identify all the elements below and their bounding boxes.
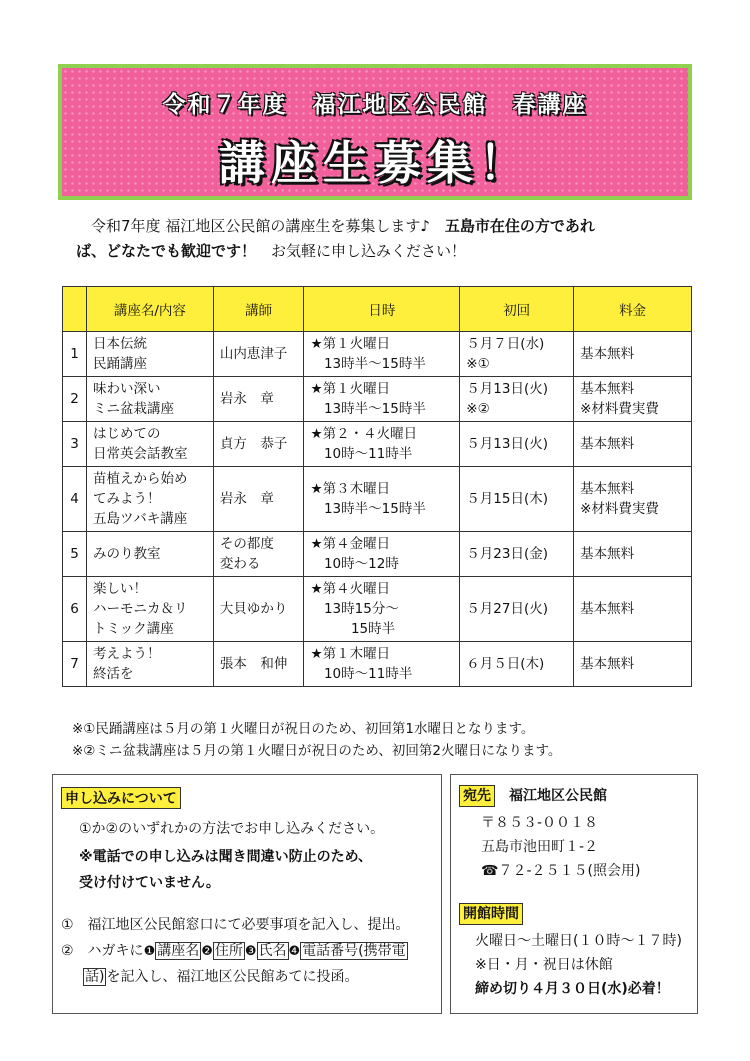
- cell-no: 2: [63, 377, 87, 422]
- cell-teacher: 貞方 恭子: [213, 422, 304, 467]
- field-course-name: 講座名: [157, 943, 200, 959]
- cell-first-session: [460, 332, 574, 377]
- cell-course-name-line: てみよう！: [92, 491, 161, 507]
- cell-fee-line: 基本無料: [580, 656, 635, 672]
- table-row: [63, 332, 692, 377]
- table-row: [63, 422, 692, 467]
- application-method: ①か②のいずれかの方法でお申し込みください。: [79, 821, 385, 837]
- cell-course-name-line: 苗植えから始め: [92, 471, 188, 487]
- cell-datetime: [304, 332, 460, 377]
- cell-course-name-line: ハーモニカ＆リ: [92, 601, 188, 617]
- street-address: 五島市池田町１-２: [481, 839, 599, 855]
- phone-number: ☎７２-２５１５(照会用): [481, 863, 641, 879]
- banner-headline: 講座生募集！: [219, 136, 531, 190]
- cell-teacher: 大貝ゆかり: [213, 577, 304, 642]
- cell-first-session-line: ５月13日(火): [466, 436, 548, 452]
- postal-code: 〒８５３-００１８: [481, 815, 599, 831]
- cell-first-session-line: ５月13日(火): [466, 381, 548, 397]
- cell-course-name: [86, 577, 213, 642]
- cell-first-session-line: ※②: [466, 401, 490, 417]
- cell-no: 7: [63, 642, 87, 687]
- cell-course-name: [86, 467, 213, 532]
- table-row: [63, 577, 692, 642]
- hours-line: [459, 903, 523, 925]
- cell-datetime: [304, 377, 460, 422]
- cell-datetime-line: 13時15分～: [310, 601, 399, 617]
- table-row: [63, 532, 692, 577]
- table-header-row: [63, 287, 692, 332]
- cell-teacher: 岩永 章: [213, 377, 304, 422]
- cell-course-name-line: トミック講座: [92, 621, 174, 637]
- title-banner: [58, 64, 692, 200]
- cell-course-name-line: はじめての: [92, 426, 161, 442]
- address-label: 宛先: [459, 785, 495, 807]
- cell-fee: [574, 577, 692, 642]
- cell-course-name-line: みのり教室: [92, 546, 161, 562]
- cell-datetime-line: ★第４金曜日: [310, 536, 391, 552]
- cell-no: 1: [63, 332, 87, 377]
- method-1: ① 福江地区公民館窓口にて必要事項を記入し、提出。: [61, 917, 410, 933]
- intro-line1-bold: 五島市在住の方であれ: [444, 217, 595, 235]
- field-phone: 電話番号(携帯電: [302, 943, 406, 959]
- cell-course-name-line: 五島ツバキ講座: [92, 511, 188, 527]
- cell-fee: [574, 642, 692, 687]
- table-row: [63, 377, 692, 422]
- cell-first-session: [460, 642, 574, 687]
- footnotes: [72, 718, 561, 762]
- cell-datetime-line: ★第３木曜日: [310, 481, 391, 497]
- cell-first-session-line: ５月15日(木): [466, 491, 548, 507]
- cell-datetime-line: 10時～11時半: [310, 666, 413, 682]
- cell-datetime: [304, 422, 460, 467]
- cell-course-name-line: 日常英会話教室: [92, 446, 188, 462]
- closed-days: ※日・月・祝日は休館: [475, 957, 613, 973]
- method-2-suffix: を記入し、福江地区公民館あてに投函。: [106, 969, 359, 985]
- cell-course-name-line: 考えよう！: [92, 646, 161, 662]
- cell-fee: [574, 332, 692, 377]
- cell-first-session-line: ６月５日(木): [466, 656, 545, 672]
- cell-fee-line: ※材料費実費: [580, 401, 659, 417]
- intro-line1-normal: 令和7年度 福江地区公民館の講座生を募集します♪: [91, 217, 445, 235]
- cell-teacher: 岩永 章: [213, 467, 304, 532]
- header-fee: 料金: [574, 287, 692, 332]
- cell-fee-line: 基本無料: [580, 346, 635, 362]
- footnote-2: ※②ミニ盆栽講座は５月の第１火曜日が祝日のため、初回第2火曜日になります。: [72, 743, 562, 759]
- cell-course-name: [86, 642, 213, 687]
- cell-fee-line: 基本無料: [580, 381, 635, 397]
- header-course-name: 講座名/内容: [86, 287, 213, 332]
- cell-course-name: [86, 332, 213, 377]
- cell-no: 5: [63, 532, 87, 577]
- method-2-prefix: ② ハガキに: [61, 943, 144, 959]
- cell-datetime: [304, 467, 460, 532]
- cell-first-session: [460, 377, 574, 422]
- cell-datetime-line: 13時半～15時半: [310, 356, 426, 372]
- cell-datetime-line: 13時半～15時半: [310, 501, 426, 517]
- cell-course-name-line: 終活を: [92, 666, 134, 682]
- hours-label: 開館時間: [459, 903, 523, 925]
- header-teacher: 講師: [213, 287, 304, 332]
- cell-course-name: [86, 532, 213, 577]
- banner-title: 令和７年度 福江地区公民館 春講座: [162, 92, 588, 118]
- field-address: 住所: [214, 943, 243, 959]
- cell-first-session-line: ※①: [466, 356, 490, 372]
- address-name: 福江地区公民館: [509, 788, 607, 804]
- cell-fee: [574, 377, 692, 422]
- cell-course-name: [86, 377, 213, 422]
- circled-3: ❸: [244, 944, 257, 959]
- table-body: [63, 332, 692, 687]
- header-first-session: 初回: [460, 287, 574, 332]
- phone-warning-1: ※電話での申し込みは聞き間違い防止のため、: [79, 849, 373, 865]
- cell-course-name-line: 味わい深い: [92, 381, 161, 397]
- cell-fee-line: ※材料費実費: [580, 501, 659, 517]
- cell-datetime: [304, 642, 460, 687]
- cell-datetime-line: ★第２・４火曜日: [310, 426, 418, 442]
- cell-first-session: [460, 422, 574, 467]
- contact-box: [450, 774, 698, 1014]
- opening-hours: 火曜日～土曜日(１０時～１７時): [475, 933, 682, 949]
- address-line: [459, 785, 607, 807]
- cell-fee-line: 基本無料: [580, 436, 635, 452]
- cell-course-name-line: 民踊講座: [92, 356, 147, 372]
- header-datetime: 日時: [304, 287, 460, 332]
- cell-teacher: 張本 和伸: [213, 642, 304, 687]
- cell-first-session-line: ５月７日(水): [466, 336, 545, 352]
- cell-course-name: [86, 422, 213, 467]
- cell-teacher: その都度 変わる: [213, 532, 304, 577]
- table-row: [63, 467, 692, 532]
- cell-course-name-line: ミニ盆栽講座: [92, 401, 174, 417]
- cell-teacher: 山内恵津子: [213, 332, 304, 377]
- cell-no: 4: [63, 467, 87, 532]
- cell-fee: [574, 422, 692, 467]
- table-row: [63, 642, 692, 687]
- cell-course-name-line: 楽しい！: [92, 581, 147, 597]
- cell-no: 3: [63, 422, 87, 467]
- circled-1: ❶: [143, 944, 156, 959]
- phone-warning-2: 受け付けていません。: [79, 875, 220, 891]
- intro-text: [76, 214, 692, 264]
- cell-fee: [574, 532, 692, 577]
- cell-no: 6: [63, 577, 87, 642]
- header-no: [63, 287, 87, 332]
- field-name: 氏名: [258, 943, 287, 959]
- cell-datetime-line: 10時～12時: [310, 556, 399, 572]
- cell-course-name-line: 日本伝統: [92, 336, 147, 352]
- cell-datetime-line: 10時～11時半: [310, 446, 413, 462]
- cell-datetime: [304, 532, 460, 577]
- cell-datetime-line: ★第１火曜日: [310, 336, 391, 352]
- circled-2: ❷: [201, 944, 213, 959]
- field-phone-end: 話): [85, 969, 105, 985]
- application-heading: 申し込みについて: [61, 787, 181, 809]
- cell-datetime-line: ★第１火曜日: [310, 381, 391, 397]
- cell-first-session: [460, 532, 574, 577]
- course-table: [62, 286, 692, 687]
- cell-datetime: [304, 577, 460, 642]
- cell-fee-line: 基本無料: [580, 601, 635, 617]
- cell-first-session: [460, 577, 574, 642]
- cell-first-session: [460, 467, 574, 532]
- method-2-cont: [83, 967, 358, 987]
- cell-datetime-line: 13時半～15時半: [310, 401, 426, 417]
- cell-first-session-line: ５月23日(金): [466, 546, 548, 562]
- intro-line2-bold: ば、どなたでも歓迎です！: [76, 242, 257, 260]
- circled-4: ❹: [288, 944, 301, 959]
- cell-datetime-line: ★第４火曜日: [310, 581, 391, 597]
- cell-first-session-line: ５月27日(火): [466, 601, 548, 617]
- cell-fee-line: 基本無料: [580, 481, 635, 497]
- footnote-1: ※①民踊講座は５月の第１火曜日が祝日のため、初回第1水曜日となります。: [72, 721, 535, 737]
- cell-datetime-line: 15時半: [310, 621, 396, 637]
- cell-fee: [574, 467, 692, 532]
- application-info-box: [52, 774, 442, 1014]
- intro-line2-normal: お気軽に申し込みください！: [256, 242, 467, 260]
- deadline: 締め切り４月３０日(水)必着！: [475, 981, 670, 997]
- cell-datetime-line: ★第１木曜日: [310, 646, 391, 662]
- method-2: [61, 941, 408, 962]
- cell-fee-line: 基本無料: [580, 546, 635, 562]
